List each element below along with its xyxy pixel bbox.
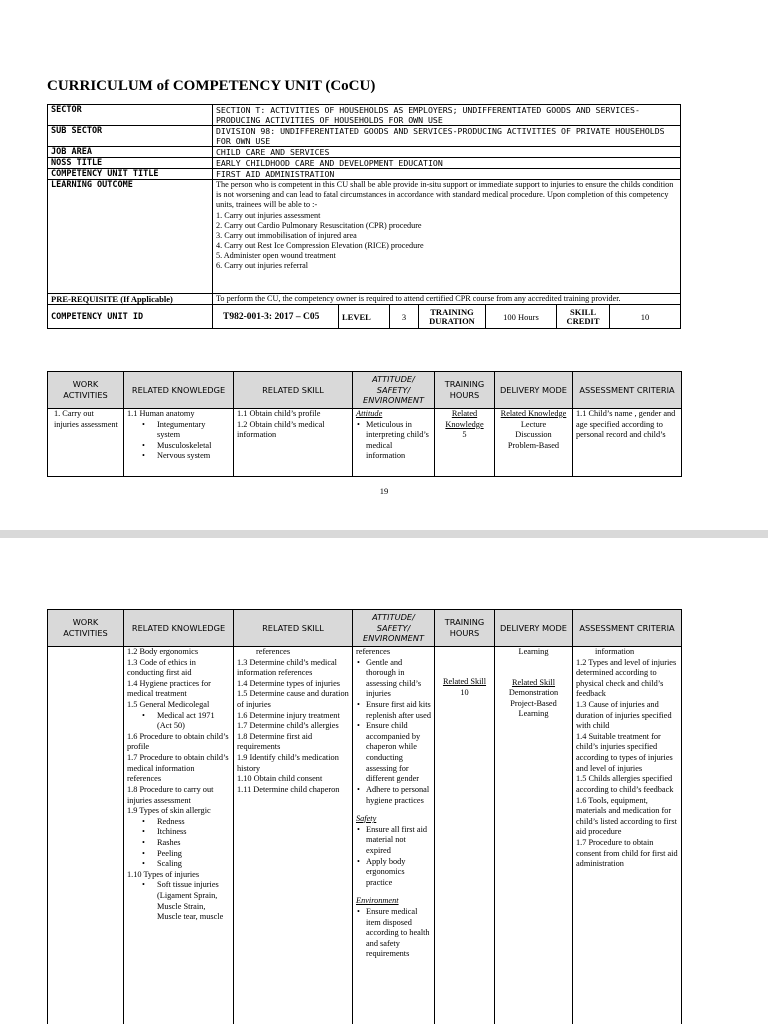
header-training-hours: TRAINING HOURS <box>435 610 495 647</box>
hours-label: Related Knowledge <box>445 408 484 429</box>
skill-item: 1.11 Determine child chaperon <box>237 784 340 794</box>
knowledge-item: 1.9 Types of skin allergic <box>127 806 211 816</box>
knowledge-bullet: • Scaling <box>127 859 230 870</box>
header-work-activities: WORK ACTIVITIES <box>48 610 124 647</box>
delivery-label: Related Knowledge <box>500 408 567 418</box>
subsector-label: SUB SECTOR <box>48 126 213 147</box>
prerequisite-label: PRE-REQUISITE (If Applicable) <box>48 294 213 305</box>
delivery-continuation: Learning <box>518 646 549 656</box>
environment-heading: Environment <box>356 896 399 906</box>
attitude-heading: Attitude <box>356 408 383 418</box>
related-skill-cell <box>234 646 353 1024</box>
learning-outcome-intro: The person who is competent in this CU shall be able provide in-situ support or immediate support to injuries to ensure the childs condition is not worsening and can lead to fatal circumstances in accordance with standard medical procedure. Upon completion of this competency units, trainees will be able to :- <box>216 180 674 210</box>
knowledge-bullet: • Nervous system <box>127 451 230 462</box>
header-work-activities: WORK ACTIVITIES <box>48 372 124 409</box>
criteria-item: 1.4 Suitable treatment for child’s injuries specified according to types of injuries and level of injuries <box>576 731 673 773</box>
knowledge-bullet: • Integumentary system <box>127 420 230 441</box>
learning-outcome-list <box>216 211 677 272</box>
knowledge-bullet: • Itchiness <box>127 827 230 838</box>
skill-item: 1.3 Determine child’s medical information references <box>237 657 337 678</box>
knowledge-bullet: • Medical act 1971 (Act 50) <box>127 711 230 732</box>
learning-outcome-item: 6. Carry out injuries referral <box>216 261 309 271</box>
training-duration-label: TRAINING DURATION <box>419 305 486 329</box>
document-page-2 <box>0 538 768 1024</box>
training-duration-value: 100 Hours <box>486 305 557 329</box>
criteria-item: 1.7 Procedure to obtain consent from child for first aid administration <box>576 837 678 869</box>
safety-heading: Safety <box>356 814 377 824</box>
noss-title-label: NOSS TITLE <box>48 158 213 169</box>
attitude-bullet: • Ensure first aid kits replenish after used <box>356 700 431 721</box>
cu-id-label: COMPETENCY UNIT ID <box>48 305 213 329</box>
hours-label: Related Skill <box>442 676 487 686</box>
work-activity: 1. Carry out injuries assessment <box>48 408 124 476</box>
training-hours-cell <box>435 646 495 1024</box>
learning-outcome-cell <box>213 180 681 294</box>
work-activity <box>48 646 124 1024</box>
header-delivery-mode: DELIVERY MODE <box>495 372 573 409</box>
skill-continuation: references <box>256 646 291 656</box>
delivery-mode: Problem-Based <box>507 440 560 450</box>
header-related-knowledge: RELATED KNOWLEDGE <box>124 372 234 409</box>
header-related-knowledge: RELATED KNOWLEDGE <box>124 610 234 647</box>
criteria-item: 1.6 Tools, equipment, materials and medication for child’s listed according to first aid procedure <box>576 795 677 837</box>
skill-item: 1.9 Identify child’s medication history <box>237 753 339 773</box>
knowledge-item: 1.10 Types of injuries <box>127 869 200 879</box>
skill-credit-label: SKILL CREDIT <box>557 305 610 329</box>
delivery-mode: Demonstration <box>508 688 559 698</box>
knowledge-item: 1.4 Hygiene practices for medical treatment <box>127 678 211 699</box>
delivery-mode: Project-Based Learning <box>510 698 557 719</box>
cu-title-value: FIRST AID ADMINISTRATION <box>213 169 681 180</box>
prerequisite-value: To perform the CU, the competency owner is required to attend certified CPR course from any accredited training provider. <box>213 294 681 305</box>
criteria-item: 1.2 Types and level of injuries determined according to physical check and child’s feedback <box>576 657 677 699</box>
attitude-cell <box>353 408 435 476</box>
skill-item: 1.2 Obtain child’s medical information <box>237 419 325 440</box>
knowledge-bullet: • Musculoskeletal <box>127 441 230 452</box>
learning-outcome-item: 4. Carry out Rest Ice Compression Elevation (RICE) procedure <box>216 241 424 251</box>
skill-item: 1.10 Obtain child consent <box>237 774 323 784</box>
header-assessment-criteria: ASSESSMENT CRITERIA <box>573 610 682 647</box>
header-related-skill: RELATED SKILL <box>234 610 353 647</box>
criteria-item: 1.3 Cause of injuries and duration of injuries specified with child <box>576 700 672 731</box>
training-hours-cell <box>435 408 495 476</box>
attitude-bullet: • Ensure child accompanied by chaperon while conducting assessing for different gender <box>356 721 431 785</box>
knowledge-bullet: • Redness <box>127 817 230 828</box>
attitude-bullet: • Gentle and thorough in assessing child’s injuries <box>356 658 431 700</box>
header-related-skill: RELATED SKILL <box>234 372 353 409</box>
delivery-mode: Lecture <box>520 419 547 429</box>
attitude-continuation: references <box>356 646 391 656</box>
knowledge-item: 1.5 General Medicolegal <box>127 700 210 710</box>
learning-outcome-item: 3. Carry out immobilisation of injured area <box>216 230 357 240</box>
attitude-cell <box>353 646 435 1024</box>
learning-outcome-item: 1. Carry out injuries assessment <box>216 210 321 220</box>
knowledge-item: 1.1 Human anatomy <box>127 408 195 418</box>
hours-value: 5 <box>462 430 467 440</box>
level-value: 3 <box>390 305 419 329</box>
attitude-bullet: • Adhere to personal hygiene practices <box>356 785 431 806</box>
assessment-criteria-cell: 1.1 Child’s name , gender and age specified according to personal record and child’s <box>573 408 682 476</box>
cu-title-label: COMPETENCY UNIT TITLE <box>48 169 213 180</box>
delivery-mode: Discussion <box>515 430 552 440</box>
level-label: LEVEL <box>339 305 390 329</box>
document-title: CURRICULUM of COMPETENCY UNIT (CoCU) <box>47 78 376 94</box>
related-skill-cell <box>234 408 353 476</box>
competency-info-table <box>47 104 681 329</box>
knowledge-bullet: • Soft tissue injuries (Ligament Sprain, Muscle Strain, Muscle tear, muscle <box>127 880 230 922</box>
criteria-item: 1.5 Childs allergies specified according to child’s feedback <box>576 774 674 794</box>
skill-item: 1.4 Determine types of injuries <box>237 678 340 688</box>
knowledge-bullet: • Peeling <box>127 849 230 860</box>
knowledge-bullet: • Rashes <box>127 838 230 849</box>
knowledge-item: 1.6 Procedure to obtain child’s profile <box>127 731 229 752</box>
header-training-hours: TRAINING HOURS <box>435 372 495 409</box>
header-delivery-mode: DELIVERY MODE <box>495 610 573 647</box>
safety-bullet: • Ensure all first aid material not expired <box>356 825 431 857</box>
knowledge-item: 1.7 Procedure to obtain child’s medical information references <box>127 753 229 784</box>
attitude-bullet: • Meticulous in interpreting child’s medical information <box>356 420 431 462</box>
page-number: 19 <box>379 486 389 496</box>
delivery-mode-cell <box>495 408 573 476</box>
header-assessment-criteria: ASSESSMENT CRITERIA <box>573 372 682 409</box>
noss-title-value: EARLY CHILDHOOD CARE AND DEVELOPMENT EDUCATION <box>213 158 681 169</box>
skill-item: 1.6 Determine injury treatment <box>237 710 340 720</box>
skill-credit-value: 10 <box>610 305 681 329</box>
knowledge-item: 1.3 Code of ethics in conducting first aid <box>127 657 196 678</box>
job-area-label: JOB AREA <box>48 147 213 158</box>
header-attitude: ATTITUDE/ SAFETY/ ENVIRONMENT <box>353 610 435 647</box>
delivery-label: Related Skill <box>511 677 556 687</box>
learning-outcome-item: 5. Administer open wound treatment <box>216 251 336 261</box>
knowledge-item: 1.2 Body ergonomics <box>127 646 199 656</box>
safety-bullet: • Apply body ergonomics practice <box>356 857 431 889</box>
skill-item: 1.5 Determine cause and duration of injuries <box>237 689 349 710</box>
related-knowledge-cell <box>124 408 234 476</box>
skill-item: 1.7 Determine child’s allergies <box>237 721 339 731</box>
delivery-mode-cell <box>495 646 573 1024</box>
learning-outcome-label: LEARNING OUTCOME <box>48 180 213 294</box>
hours-value: 10 <box>460 687 469 697</box>
sector-value: SECTION T: ACTIVITIES OF HOUSEHOLDS AS EMPLOYERS; UNDIFFERENTIATED GOODS AND SERVICES- PRODUCING ACTIVITIES OF HOUSEHOLDS FOR OWN USE <box>213 105 681 126</box>
skill-item: 1.8 Determine first aid requirements <box>237 731 313 752</box>
cocu-table-part-2 <box>47 609 682 1024</box>
header-attitude: ATTITUDE/ SAFETY/ ENVIRONMENT <box>353 372 435 409</box>
job-area-value: CHILD CARE AND SERVICES <box>213 147 681 158</box>
cu-id-value: T982-001-3: 2017 – C05 <box>213 305 339 329</box>
sector-label: SECTOR <box>48 105 213 126</box>
related-knowledge-cell <box>124 646 234 1024</box>
criteria-continuation: information <box>595 646 635 656</box>
assessment-criteria-cell <box>573 646 682 1024</box>
learning-outcome-item: 2. Carry out Cardio Pulmonary Resuscitation (CPR) procedure <box>216 220 422 230</box>
skill-item: 1.1 Obtain child’s profile <box>237 408 321 418</box>
subsector-value: DIVISION 98: UNDIFFERENTIATED GOODS AND SERVICES-PRODUCING ACTIVITIES OF PRIVATE HOUSEHOLDS FOR OWN USE <box>213 126 681 147</box>
environment-bullet: • Ensure medical item disposed according to health and safety requirements <box>356 907 431 960</box>
knowledge-item: 1.8 Procedure to carry out injuries assessment <box>127 784 214 805</box>
cocu-table-part-1 <box>47 371 682 477</box>
